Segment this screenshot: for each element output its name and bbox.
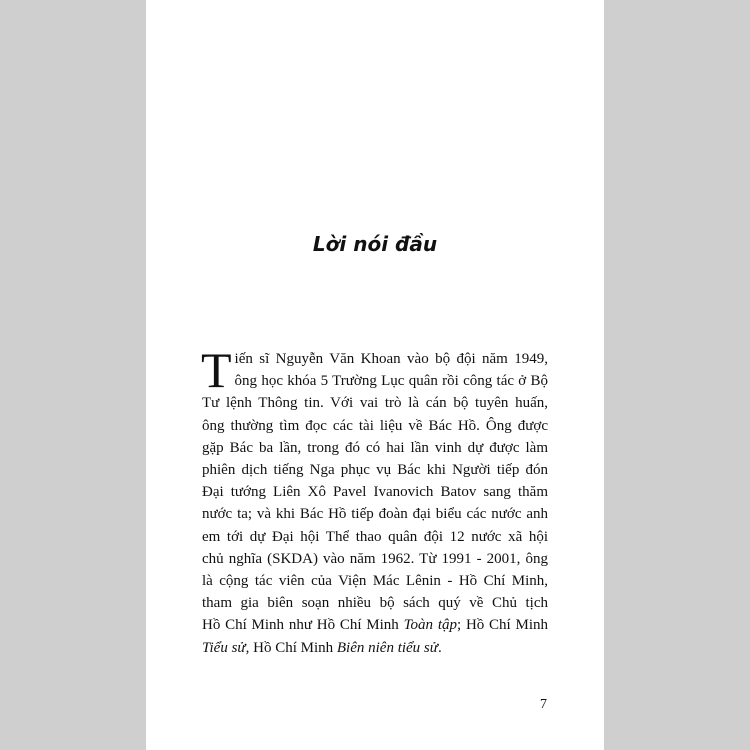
- text-line: gặp Bác ba lần, trong đó có hai lần vinh dự được làm: [202, 439, 548, 456]
- book-title-italic: Biên niên tiểu sử: [336, 639, 438, 656]
- text-line: iến sĩ Nguyễn Văn Khoan vào bộ đội năm 1949,: [234, 351, 548, 367]
- text-run: .: [437, 639, 442, 656]
- text-run: , Hồ Chí Minh: [245, 639, 337, 656]
- text-line: ông học khóa 5 Trường Lục quân rồi công tác ở Bộ: [234, 373, 548, 390]
- body-paragraph: [201, 342, 548, 659]
- page-number: 7: [540, 697, 547, 712]
- book-page: [146, 0, 604, 750]
- text-line: tham gia biên soạn nhiều bộ sách quý về Chủ tịch: [202, 595, 548, 612]
- page-title: Lời nói đầu: [312, 232, 438, 256]
- drop-cap: T: [201, 342, 232, 398]
- text-line: nước ta; và khi Bác Hồ tiếp đoàn đại biểu các nước anh: [202, 506, 548, 523]
- text-line: em tới dự Đại hội Thể thao quân đội 12 nước xã hội: [202, 528, 548, 545]
- text-line: chủ nghĩa (SKDA) vào năm 1962. Từ 1991 - 2001, ông: [202, 550, 548, 567]
- text-line: Tư lệnh Thông tin. Với vai trò là cán bộ tuyên huấn,: [202, 395, 548, 412]
- text-line: ông thường tìm đọc các tài liệu về Bác Hồ. Ông được: [202, 417, 548, 434]
- text-run: ; Hồ Chí Minh: [457, 617, 548, 634]
- text-line: phiên dịch tiếng Nga phục vụ Bác khi Người tiếp đón: [202, 462, 548, 479]
- book-title-italic: Toàn tập: [403, 617, 457, 634]
- book-title-italic: Tiểu sử: [202, 639, 246, 656]
- text-line: là cộng tác viên của Viện Mác Lênin - Hồ Chí Minh,: [202, 573, 548, 590]
- text-line: Đại tướng Liên Xô Pavel Ivanovich Batov sang thăm: [202, 484, 548, 501]
- text-line: [202, 614, 548, 636]
- text-run: Hồ Chí Minh như Hồ Chí Minh: [202, 617, 404, 634]
- text-line: [202, 637, 548, 659]
